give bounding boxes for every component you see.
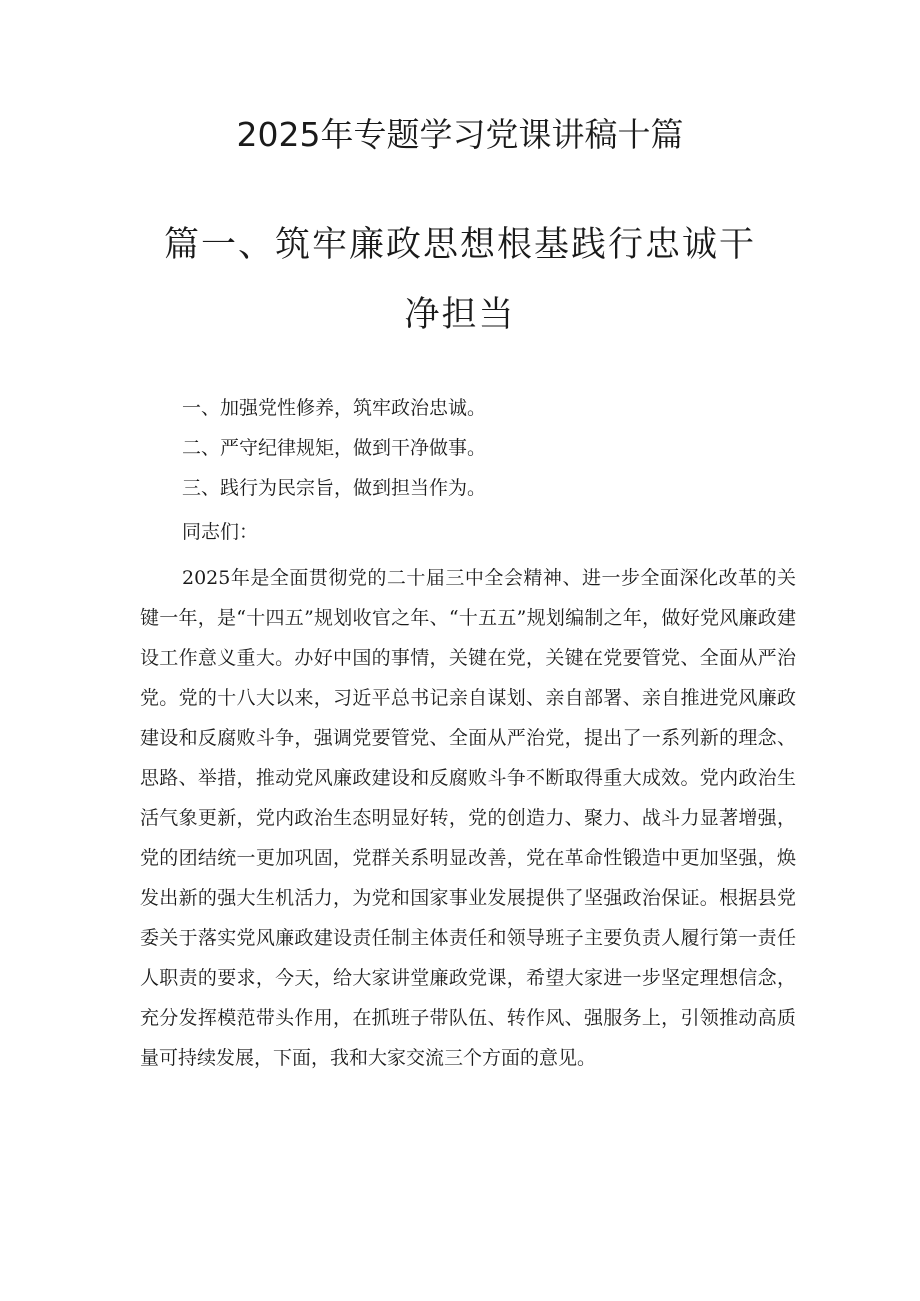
salutation: 同志们： [182, 521, 259, 543]
body-paragraph: 2025年是全面贯彻党的二十届三中全会精神、进一步全面深化改革的关键一年，是“十四五”规划收官之年、“十五五”规划编制之年，做好党风廉政建设工作意义重大。办好中国的事情，关键在党，关键在党要管党、全面从严治党。党的十八大以来，习近平总书记亲自谋划、亲自部署、亲自推进党风廉政建设和反腐败斗争，强调党要管党、全面从严治党，提出了一系列新的理念、思路、举措，推动党风廉政建设和反腐败斗争不断取得重大成效。党内政治生活气象更新，党内政治生态明显好转，党的创造力、聚力、战斗力显著增强，党的团结统一更加巩固，党群关系明显改善，党在革命性锻造中更加坚强，焕发出新的强大生机活力，为党和国家事业发展提供了坚强政治保证。根据县党委关于落实党风廉政建设责任制主体责任和领导班子主要负责人履行第一责任人职责的要求，今天，给大家讲堂廉政党课，希望大家进一步坚定理想信念，充分发挥模范带头作用，在抓班子带队伍、转作风、强服务上，引领推动高质量可持续发展，下面，我和大家交流三个方面的意见。 [140, 567, 796, 1069]
document-title: 2025年专题学习党课讲稿十篇 [236, 115, 684, 154]
section-title: 篇一、筑牢廉政思想根基践行忠诚干净担当 [163, 225, 756, 335]
outline-item: 三、践行为民宗旨，做到担当作为。 [182, 477, 487, 499]
outline-item: 二、严守纪律规矩，做到干净做事。 [182, 437, 487, 459]
outline-list [182, 388, 782, 508]
outline-item: 一、加强党性修养，筑牢政治忠诚。 [182, 397, 487, 419]
